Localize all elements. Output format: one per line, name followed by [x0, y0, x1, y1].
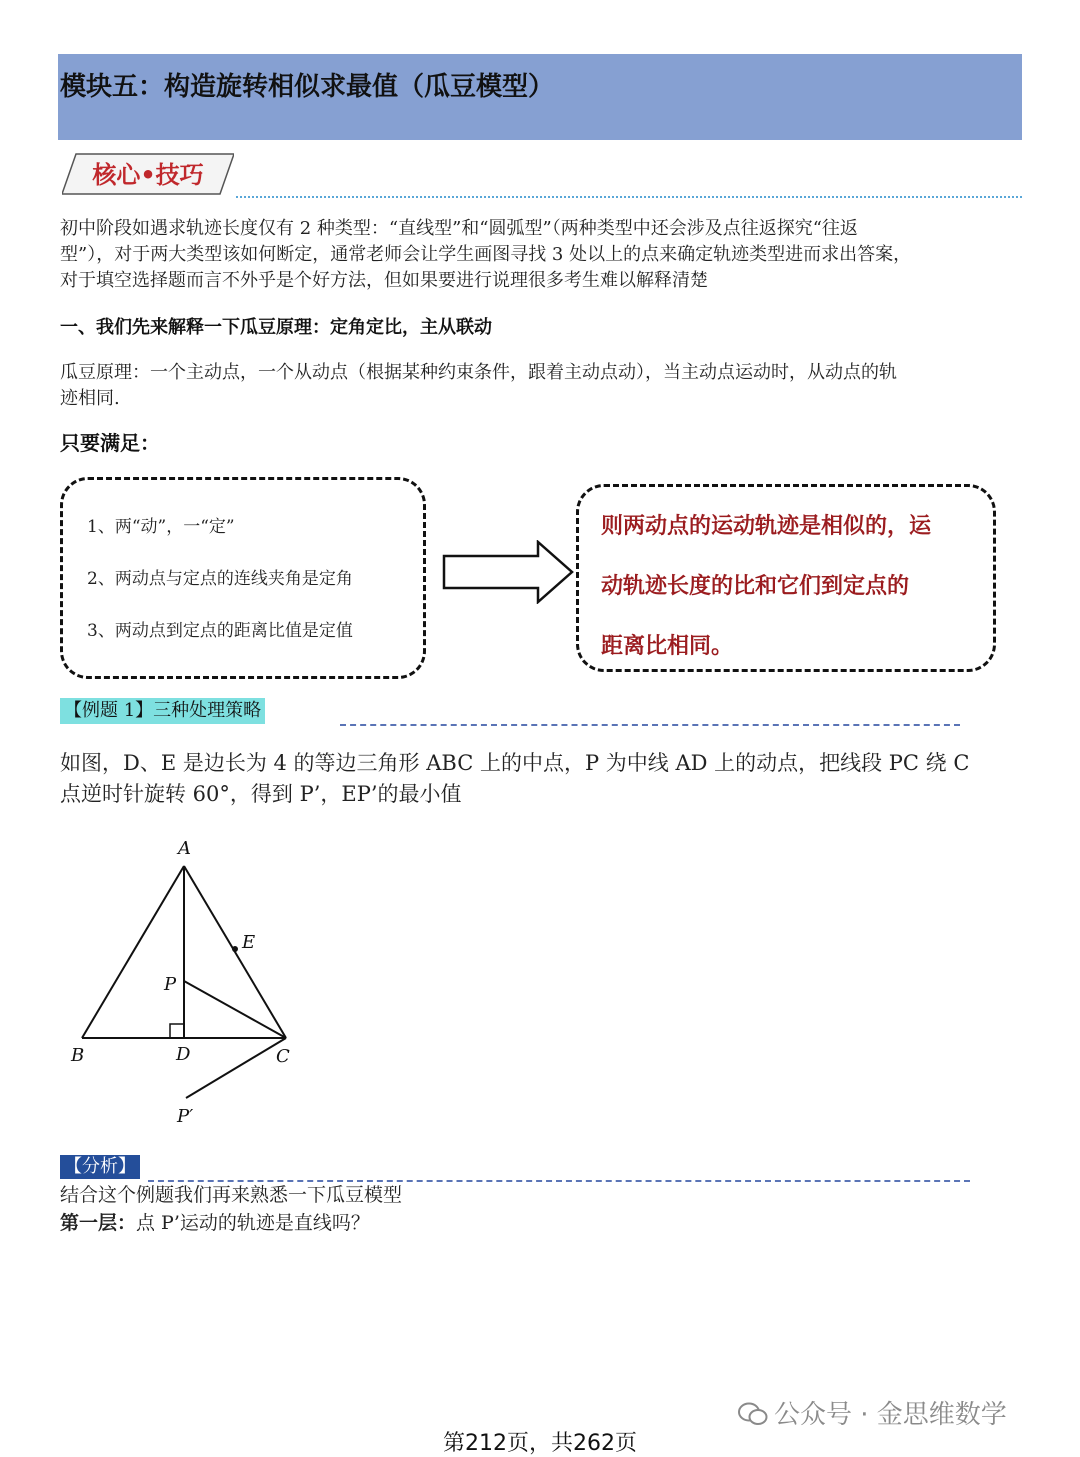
segment-pc: [184, 981, 286, 1038]
conditions-box: [60, 477, 426, 679]
watermark-text: 公众号 · 金思维数学: [774, 1400, 1007, 1430]
layer-text: 点 P’运动的轨迹是直线吗？: [136, 1212, 370, 1234]
principle-paragraph: [60, 360, 1024, 412]
page-number: 第212页，共262页: [443, 1431, 637, 1456]
intro-paragraph: [60, 216, 1024, 294]
label-b: B: [71, 1045, 85, 1066]
problem-line-2: 点逆时针旋转 60°，得到 P’，EP’的最小值: [60, 782, 462, 806]
intro-line-3: 对于填空选择题而言不外乎是个好方法，但如果要进行说理很多考生难以解释清楚: [60, 270, 708, 291]
condition-2: 2、两动点与定点的连线夹角是定角: [87, 569, 353, 589]
condition-1: 1、两“动”，一“定”: [87, 517, 235, 537]
module-title: 模块五：构造旋转相似求最值（瓜豆模型）: [60, 72, 555, 102]
label-p-prime: P′: [177, 1106, 194, 1127]
analysis-layer-1: [60, 1209, 370, 1237]
problem-line-1: 如图，D、E 是边长为 4 的等边三角形 ABC 上的中点，P 为中线 AD 上的动点，把线段 PC 绕 C: [60, 751, 970, 775]
label-e: E: [242, 932, 256, 953]
example-problem: [60, 748, 1030, 810]
analysis-tag: 【分析】: [60, 1155, 140, 1179]
section-heading-2: 只要满足：: [60, 431, 160, 455]
right-angle-mark: [170, 1024, 184, 1038]
result-line-1: 则两动点的运动轨迹是相似的，运: [601, 514, 932, 539]
principle-line-2: 迹相同.: [60, 388, 120, 409]
label-a: A: [178, 838, 191, 859]
principle-line-1: 瓜豆原理：一个主动点，一个从动点（根据某种约束条件，跟着主动点动），当主动点运动时，从动点的轨: [60, 362, 897, 383]
intro-line-1: 初中阶段如遇求轨迹长度仅有 2 种类型：“直线型”和“圆弧型”（两种类型中还会涉及点往返探究“往返: [60, 218, 858, 239]
wechat-icon: [738, 1401, 768, 1427]
intro-line-2: 型”），对于两大类型该如何断定，通常老师会让学生画图寻找 3 处以上的点来确定轨迹类型进而求出答案，: [60, 244, 912, 265]
section-heading-1: 一、我们先来解释一下瓜豆原理：定角定比，主从联动: [60, 317, 492, 338]
core-divider: [236, 196, 1022, 198]
core-tag-label: 核心•技巧: [92, 161, 204, 189]
label-c: C: [276, 1046, 290, 1067]
analysis-line-1: 结合这个例题我们再来熟悉一下瓜豆模型: [60, 1184, 403, 1206]
result-line-3: 距离比相同。: [601, 634, 734, 659]
segment-ab: [82, 866, 184, 1038]
condition-3: 3、两动点到定点的距离比值是定值: [87, 621, 353, 641]
right-arrow-icon: [442, 540, 574, 604]
point-e-dot: [232, 946, 238, 952]
example-divider: [340, 724, 960, 726]
segment-cp-prime: [186, 1038, 286, 1098]
example-tag: 【例题 1】三种处理策略: [60, 698, 265, 724]
geometry-figure: [60, 832, 320, 1132]
result-box: [576, 484, 996, 672]
result-line-2: 动轨迹长度的比和它们到定点的: [601, 574, 910, 599]
layer-label: 第一层：: [60, 1212, 137, 1234]
label-d: D: [176, 1044, 191, 1065]
core-tag: [62, 152, 234, 196]
label-p: P: [164, 974, 177, 995]
